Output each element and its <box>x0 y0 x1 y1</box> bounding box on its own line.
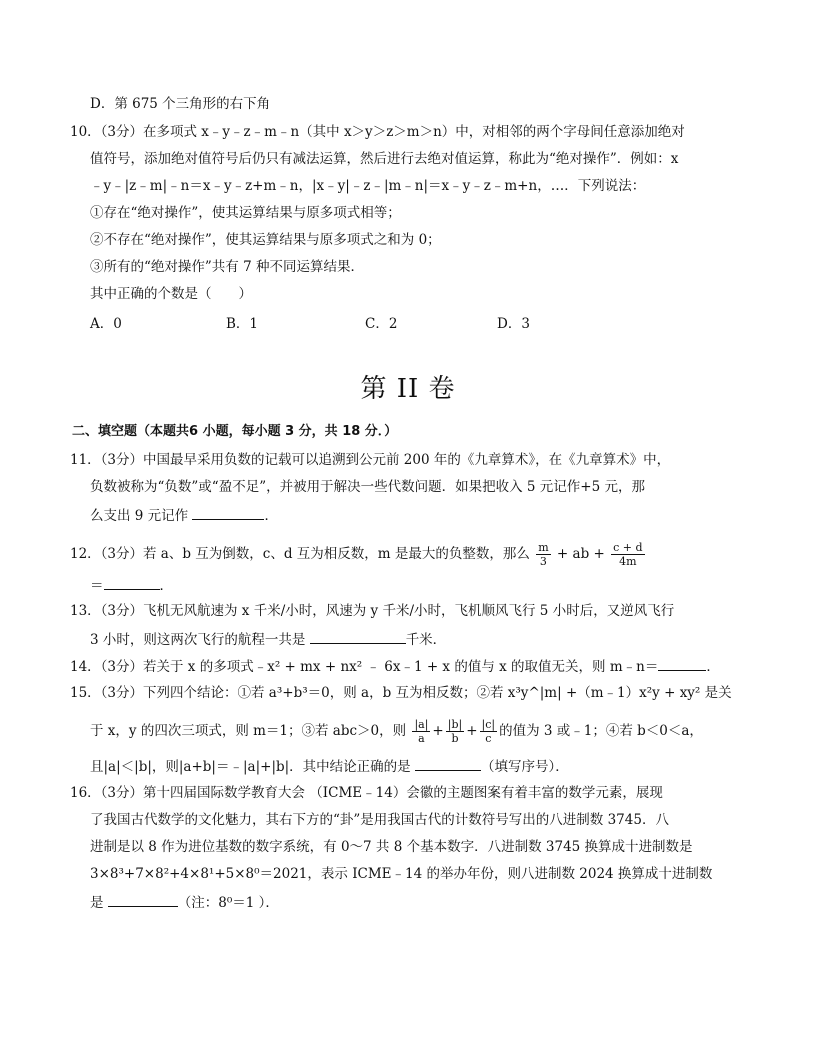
q16-note: （注：8⁰＝1 ）． <box>177 895 279 911</box>
q12-fraction-cd-4m <box>611 541 644 568</box>
q13-line2 <box>90 629 446 650</box>
q11-answer-blank[interactable] <box>192 505 264 520</box>
q10-question: 其中正确的个数是（ ） <box>90 286 252 302</box>
q12-period: ． <box>159 578 173 594</box>
q15-line3-tail: （填写序号）． <box>480 759 569 775</box>
q15-line2-tail: 的值为 3 或﹣1；④若 b＜0＜a， <box>499 723 703 739</box>
q14-text: 14．（3分）若关于 x 的多项式﹣x² + mx + nx² ﹣ 6x﹣1 + x 的值与 x 的取值无关，则 m﹣n＝ <box>70 659 659 675</box>
q11-period: ． <box>264 508 278 524</box>
q16-line2: 了我国古代数学的文化魅力，其右下方的“卦”是用我国古代的计数符号写出的八进制数 3745．八 <box>90 812 669 828</box>
q15-f3-num: |c| <box>481 718 496 731</box>
q9-option-d: D．第 675 个三角形的右下角 <box>90 96 271 112</box>
q12-mid: + ab + <box>556 546 605 562</box>
q15-f1-num: |a| <box>414 718 429 731</box>
q16-line5-text: 是 <box>90 895 104 911</box>
q12-frac1-den: 3 <box>539 555 547 568</box>
part-title: 第 II 卷 <box>360 374 456 404</box>
q10-statement-1: ①存在“绝对操作”，使其运算结果与原多项式相等； <box>90 205 401 221</box>
q12-fraction-m-3 <box>536 541 550 568</box>
q16-line1: 16．（3分）第十四届国际数学教育大会 （ICME﹣14）会徽的主题图案有着丰富的数学元素，展现 <box>70 785 663 801</box>
q12-answer-blank[interactable] <box>104 575 160 590</box>
q10-option-b: B．1 <box>226 316 259 332</box>
q15-line3 <box>90 756 569 777</box>
q13-unit: 千米． <box>405 632 447 648</box>
q10-option-a: A．0 <box>90 316 122 332</box>
section-header: 二、填空题（本题共6 小题，每小题 3 分，共 18 分．） <box>72 424 398 439</box>
q11-line2: 负数被称为“负数”或“盈不足”，并被用于解决一些代数问题．如果把收入 5 元记作+5 元，那 <box>90 479 645 495</box>
q10-option-c: C．2 <box>365 316 398 332</box>
q15-line2: 于 x，y 的四次三项式，则 m＝1；③若 abc＞0，则 $\frac{|a|}{a}$ + $\frac{|b|}{b}$ + $\frac{|c|}{c}$ 的值为 3 或﹣1；④若 b＜0＜a， <box>90 718 703 745</box>
q15-f3-den: c <box>485 732 492 745</box>
q15-answer-blank[interactable] <box>415 756 481 771</box>
q13-line1: 13．（3分）飞机无风航速为 x 千米/小时，风速为 y 千米/小时，飞机顺风飞行 5 小时后，又逆风飞行 <box>70 603 675 619</box>
q11-line1: 11．（3分）中国最早采用负数的记载可以追溯到公元前 200 年的《九章算术》，在《九章算术》中， <box>70 452 671 468</box>
q15-f2-num: |b| <box>447 718 463 731</box>
q12-line2 <box>90 575 173 596</box>
q11-line3-text: 么支出 9 元记作 <box>90 508 189 524</box>
q15-fraction-b <box>446 718 464 745</box>
q15-fraction-a <box>412 718 430 745</box>
q12-text: 12．（3分）若 a、b 互为倒数，c、d 互为相反数，m 是最大的负整数，那么 <box>70 546 530 562</box>
q12-frac2-den: 4m <box>619 555 637 568</box>
q15-line3-text: 且|a|＜|b|，则|a+b|＝﹣|a|+|b|．其中结论正确的是 <box>90 759 411 775</box>
q14-answer-blank[interactable] <box>658 656 706 671</box>
q10-line3: ﹣y﹣|z﹣m|﹣n＝x﹣y﹣z+m﹣n，|x﹣y|﹣z﹣|m﹣n|＝x﹣y﹣z﹣m+n，…．下列说法： <box>90 178 646 194</box>
q11-line3 <box>90 505 278 526</box>
q15-fraction-c <box>480 718 498 745</box>
q12-line1 <box>70 539 647 569</box>
q10-line2: 值符号，添加绝对值符号后仍只有减法运算，然后进行去绝对值运算，称此为“绝对操作”．例如：x <box>90 151 679 167</box>
q15-line2-text: 于 x，y 的四次三项式，则 m＝1；③若 abc＞0，则 <box>90 723 407 739</box>
q10-line1: 10．（3分）在多项式 x﹣y﹣z﹣m﹣n（其中 x＞y＞z＞m＞n）中，对相邻的两个字母间任意添加绝对 <box>70 124 685 140</box>
q12-frac1-num: m <box>538 541 549 554</box>
q16-line3: 进制是以 8 作为进位基数的数字系统，有 0～7 共 8 个基本数字．八进制数 3745 换算成十进制数是 <box>90 839 693 855</box>
q14-period: ． <box>706 659 720 675</box>
q16-line4: 3×8³+7×8²+4×8¹+5×8⁰＝2021，表示 ICME﹣14 的举办年份，则八进制数 2024 换算成十进制数 <box>90 866 713 882</box>
q16-line5 <box>90 892 279 913</box>
q15-line1: 15．（3分）下列四个结论：①若 a³+b³＝0，则 a，b 互为相反数；②若 x³y^|m| +（m﹣1）x²y + xy² 是关 <box>70 685 732 701</box>
q10-statement-3: ③所有的“绝对操作”共有 7 种不同运算结果． <box>90 259 364 275</box>
q13-answer-blank[interactable] <box>310 629 406 644</box>
q14-line1 <box>70 656 720 677</box>
q10-option-d: D．3 <box>497 316 530 332</box>
q15-f2-den: b <box>451 732 459 745</box>
q12-equals: ＝ <box>90 578 104 594</box>
q13-text: 3 小时，则这两次飞行的航程一共是 <box>90 632 306 648</box>
q16-answer-blank[interactable] <box>108 892 178 907</box>
q15-f1-den: a <box>418 732 425 745</box>
q10-statement-2: ②不存在“绝对操作”，使其运算结果与原多项式之和为 0； <box>90 232 441 248</box>
q12-frac2-num: c + d <box>613 541 643 554</box>
